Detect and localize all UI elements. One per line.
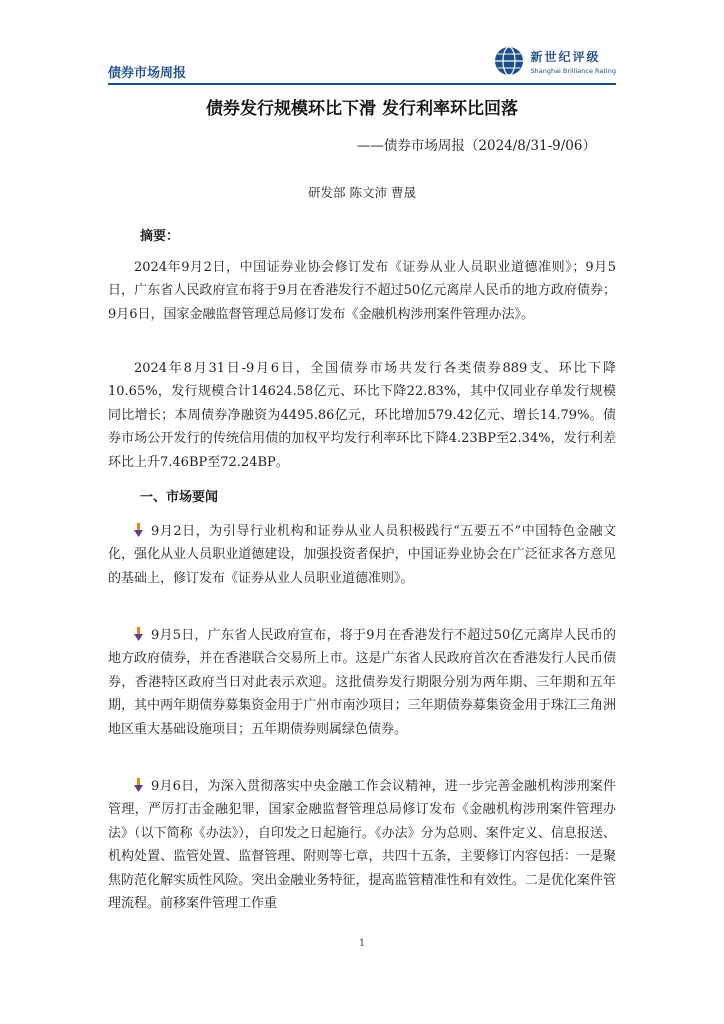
abstract-paragraph-1: 2024年9月2日，中国证券业协会修订发布《证券从业人员职业道德准则》；9月5日，广东省人民政府宣布将于9月在香港发行不超过50亿元离岸人民币的地方政府债券；9月6日，国家金融监督管理总局修订发布《金融机构涉刑案件管理办法》。 <box>108 260 616 322</box>
page-header <box>108 44 616 82</box>
news-item-3 <box>108 775 616 915</box>
section-heading: 一、市场要闻 <box>140 490 219 505</box>
page-subtitle: ——债券市场周报（2024/8/31-9/06） <box>356 138 596 154</box>
news-item-1 <box>108 520 616 590</box>
abstract-label: 摘要： <box>140 229 180 244</box>
arrow-down-bullet-icon <box>134 523 143 537</box>
logo-name-cn: 新世纪评级 <box>530 49 601 64</box>
news-item-text: 9月2日，为引导行业机构和证券从业人员积极践行“五要五不”中国特色金融文化，强化从业人员职业道德建设，加强投资者保护，中国证券业协会在广泛征求各方意见的基础上，修订发布《证券从业人员职业道德准则》。 <box>108 524 616 586</box>
header-title: 债券市场周报 <box>108 66 187 81</box>
arrow-down-bullet-icon <box>134 778 143 792</box>
page-number: 1 <box>358 938 366 949</box>
logo-name-en: Shanghai Brilliance Rating <box>530 66 616 75</box>
arrow-down-bullet-icon <box>134 627 143 641</box>
abstract-paragraph-2: 2024年8月31日-9月6日，全国债券市场共发行各类债券889支、环比下降10.65%，发行规模合计14624.58亿元、环比下降22.83%，其中仅同业存单发行规模同比增长；本周债券净融资为4495.86亿元，环比增加579.42亿元、增长14.79%。债券市场公开发行的传统信用债的加权平均发行利率环比下降4.23BP至2.34%，发行利差环比上升7.46BP至72.24BP。 <box>108 361 616 470</box>
authors: 研发部 陈文沛 曹晟 <box>308 185 416 200</box>
news-item-2 <box>108 624 616 741</box>
page-title: 债券发行规模环比下滑 发行利率环比回落 <box>206 99 518 119</box>
globe-logo-icon <box>494 46 524 76</box>
news-item-text: 9月6日，为深入贯彻落实中央金融工作会议精神，进一步完善金融机构涉刑案件管理，严厉打击金融犯罪，国家金融监督管理总局修订发布《金融机构涉刑案件管理办法》（以下简称《办法》），自印发之日起施行。《办法》分为总则、案件定义、信息报送、机构处置、监管处置、监督管理、附则等七章，共四十五条，主要修订内容包括：一是聚焦防范化解实质性风险。突出金融业务特征，提高监管精准性和有效性。二是优化案件管理流程。前移案件管理工作重 <box>108 779 616 912</box>
news-item-text: 9月5日，广东省人民政府宣布，将于9月在香港发行不超过50亿元离岸人民币的地方政府债券，并在香港联合交易所上市。这是广东省人民政府首次在香港发行人民币债券，香港特区政府当日对此表示欢迎。这批债券发行期限分别为两年期、三年期和五年期，其中两年期债券募集资金用于广州市南沙项目；三年期债券募集资金用于珠江三角洲地区重大基础设施项目；五年期债券则属绿色债券。 <box>108 628 616 737</box>
brand-logo <box>494 44 616 78</box>
header-divider <box>108 83 616 85</box>
